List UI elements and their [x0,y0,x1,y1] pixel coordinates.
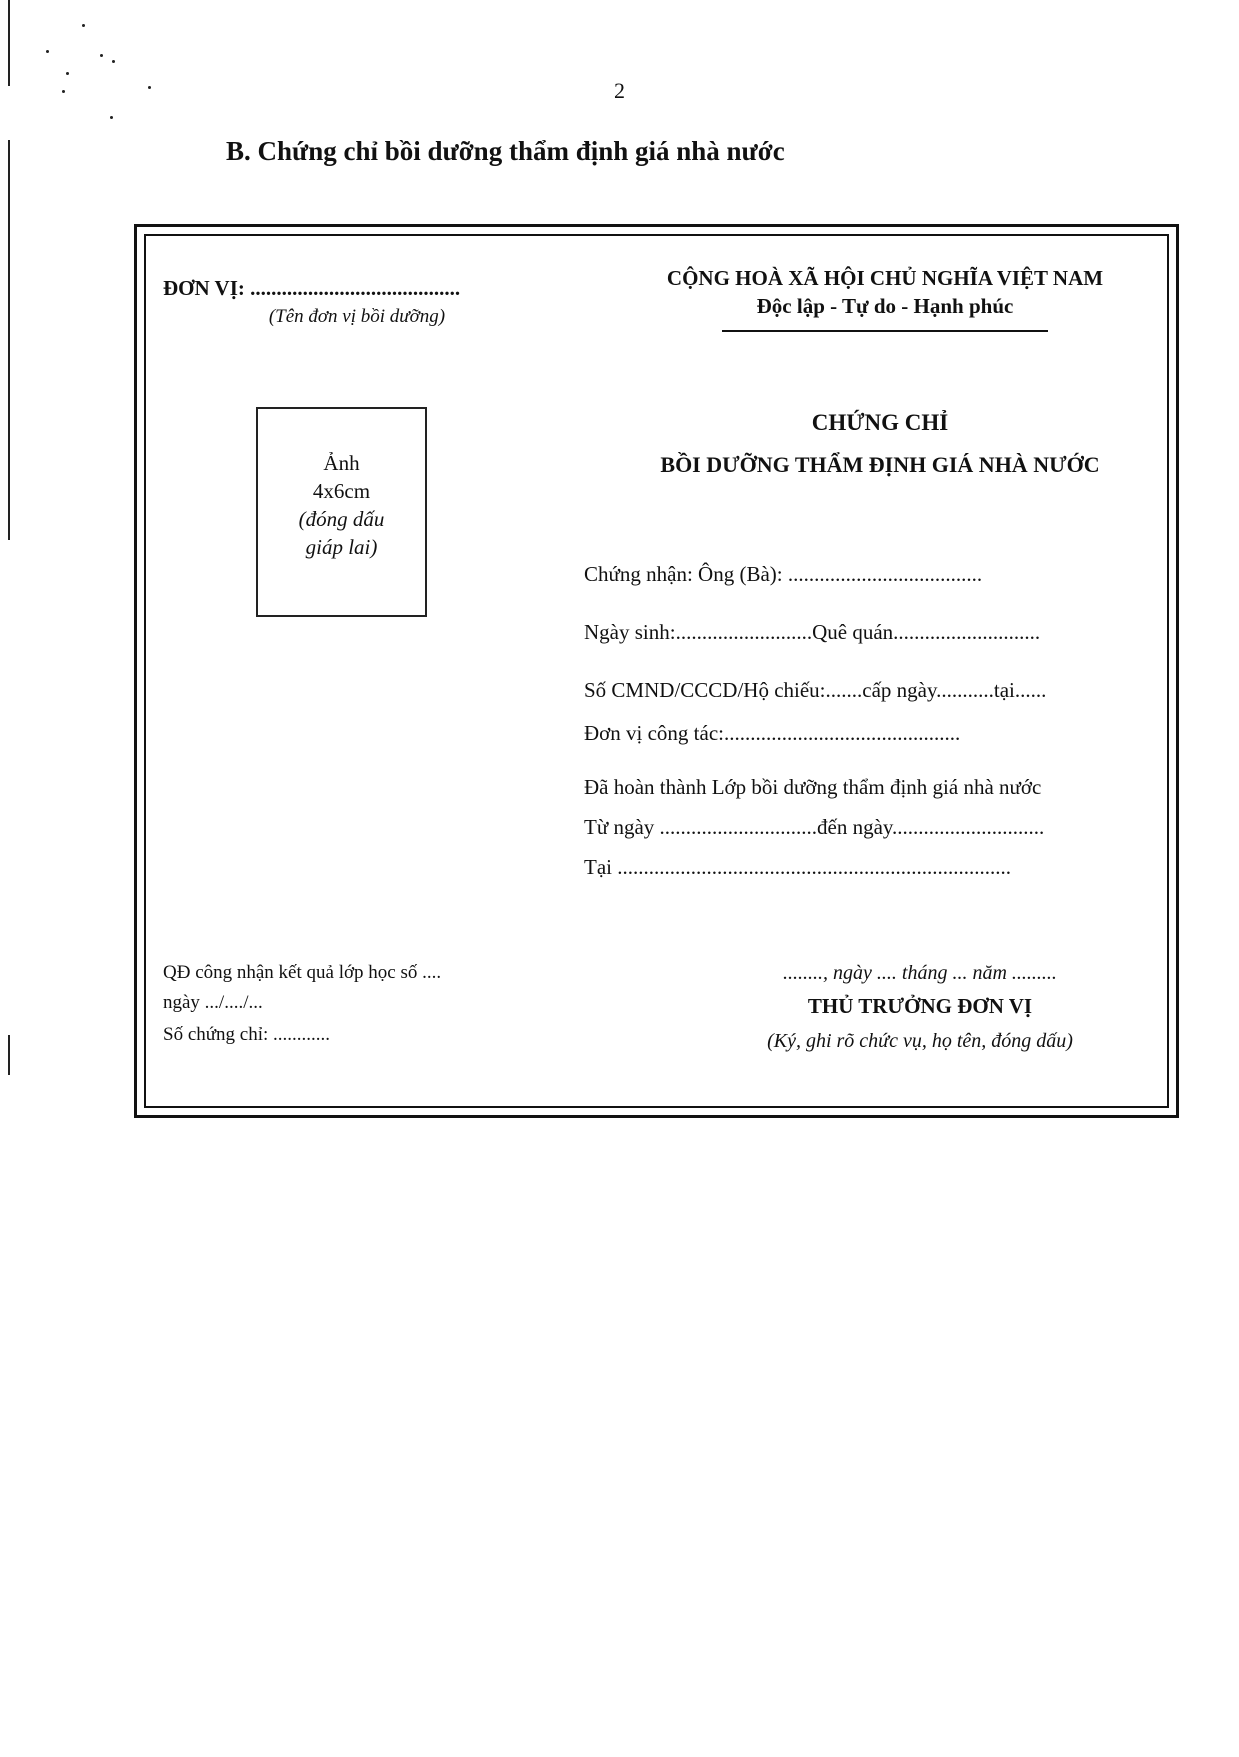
page-number: 2 [614,78,625,103]
scan-margin-line-top [8,0,10,86]
photo-stamp-note-2: giáp lai) [305,535,378,559]
scan-speck [46,50,49,53]
decision-number: QĐ công nhận kết quả lớp học số .... [163,962,442,983]
nation-title: CỘNG HOÀ XÃ HỘI CHỦ NGHĨA VIỆT NAM [666,266,1104,290]
section-title: B. Chứng chỉ bồi dưỡng thẩm định giá nhà nước [226,136,785,166]
photo-stamp-note: (đóng dấu [298,507,385,531]
field-id: Số CMND/CCCD/Hộ chiếu:.......cấp ngày...........tại...... [584,678,1047,702]
field-birth: Ngày sinh:..........................Quê quán............................ [584,620,1041,644]
scan-speck [100,54,103,57]
photo-label: Ảnh [323,451,360,475]
scan-speck [82,24,85,27]
motto-underline [722,330,1048,332]
field-workplace: Đơn vị công tác:............................................. [584,721,961,745]
field-from-to: Từ ngày ..............................đến ngày............................. [584,815,1045,839]
field-certify: Chứng nhận: Ông (Bà): ..................................... [584,562,983,586]
scan-speck [112,60,115,63]
field-at: Tại ........................................................................... [584,855,1011,879]
decision-date: ngày .../..../... [163,992,263,1013]
scan-speck [66,72,69,75]
certificate-title: CHỨNG CHỈ [811,410,949,435]
photo-size: 4x6cm [312,479,371,503]
unit-hint: (Tên đơn vị bồi dưỡng) [268,306,446,327]
signature-note: (Ký, ghi rõ chức vụ, họ tên, đóng dấu) [767,1030,1073,1052]
scan-margin-line-bottom [8,1035,10,1075]
certificate-number: Số chứng chỉ: ............ [163,1024,331,1045]
certificate-subtitle: BỒI DƯỠNG THẨM ĐỊNH GIÁ NHÀ NƯỚC [660,452,1100,477]
signature-title: THỦ TRƯỞNG ĐƠN VỊ [807,994,1033,1018]
scan-speck [110,116,113,119]
unit-label: ĐƠN VỊ: ........................................ [163,276,461,300]
motto: Độc lập - Tự do - Hạnh phúc [756,294,1014,318]
scan-margin-line-mid [8,140,10,540]
signature-date: ........, ngày .... tháng ... năm ......... [783,962,1057,984]
photo-placeholder [256,407,427,617]
field-completed: Đã hoàn thành Lớp bồi dưỡng thẩm định giá nhà nước [584,775,1042,799]
